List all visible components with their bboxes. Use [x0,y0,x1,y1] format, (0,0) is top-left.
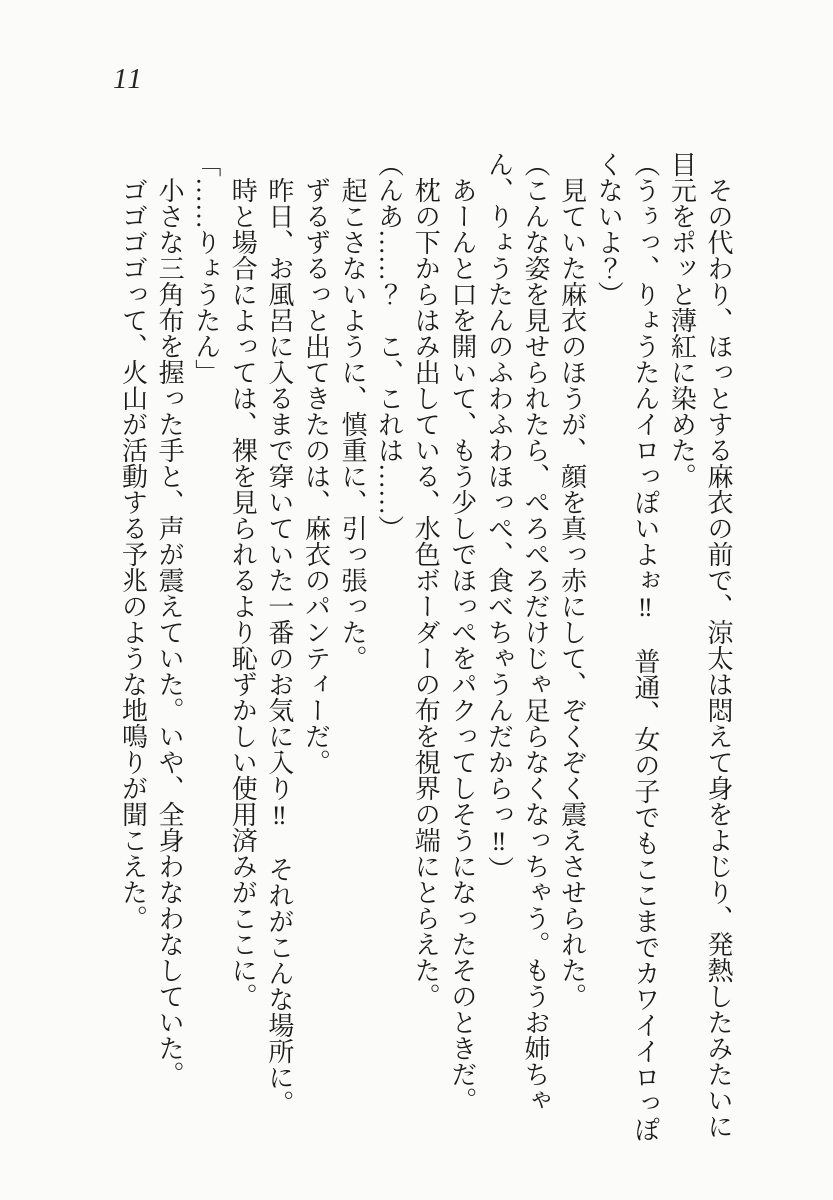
paragraph: 時と場合によっては、裸を見られるより恥ずかしい使用済みがここに。 [228,151,258,1009]
paragraph: あーんと口を開いて、もう少しでほっぺをパクってしそうになったそのときだ。 [447,151,477,1113]
paragraph: その代わり、ほっとする麻衣の前で、涼太は悶えて身をよじり、発熱したみたいに目元をポッと薄紅に染めた。 [667,151,733,1139]
paragraph: 起こさないように、慎重に、引っ張った。 [338,151,368,671]
paragraph: （んあ……？ こ、これは……） [374,151,404,541]
paragraph: 小さな三角布を握った手と、声が震えていた。いや、全身わなわなしていた。 [155,151,185,1087]
paragraph: （こんな姿を見せられたら、ぺろぺろだけじゃ足らなくなっちゃう。もうお姉ちゃん、りょうたんのふわふわほっぺ、食べちゃうんだからっ‼） [484,151,551,1113]
paragraph: （うぅっ、りょうたんイロっぽいよぉ‼ 普通、女の子でもここまでカワイイロっぽくないよ？） [594,151,660,1142]
paragraph: 昨日、お風呂に入るまで穿いていた一番のお気に入り‼ それがこんな場所に。 [264,151,294,1116]
paragraph: ずるずるっと出てきたのは、麻衣のパンティーだ。 [301,151,331,775]
paragraph: 見ていた麻衣のほうが、顔を真っ赤にして、ぞくぞく震えさせられた。 [557,151,587,1009]
paragraph: ゴゴゴゴって、火山が活動する予兆のような地鳴りが聞こえた。 [118,151,148,931]
page-number: 11 [113,63,144,95]
page-text [94,151,736,1157]
paragraph: 「……りょうたん」 [191,151,221,385]
paragraph: 枕の下からはみ出している、水色ボーダーの布を視界の端にとらえた。 [411,151,441,1009]
